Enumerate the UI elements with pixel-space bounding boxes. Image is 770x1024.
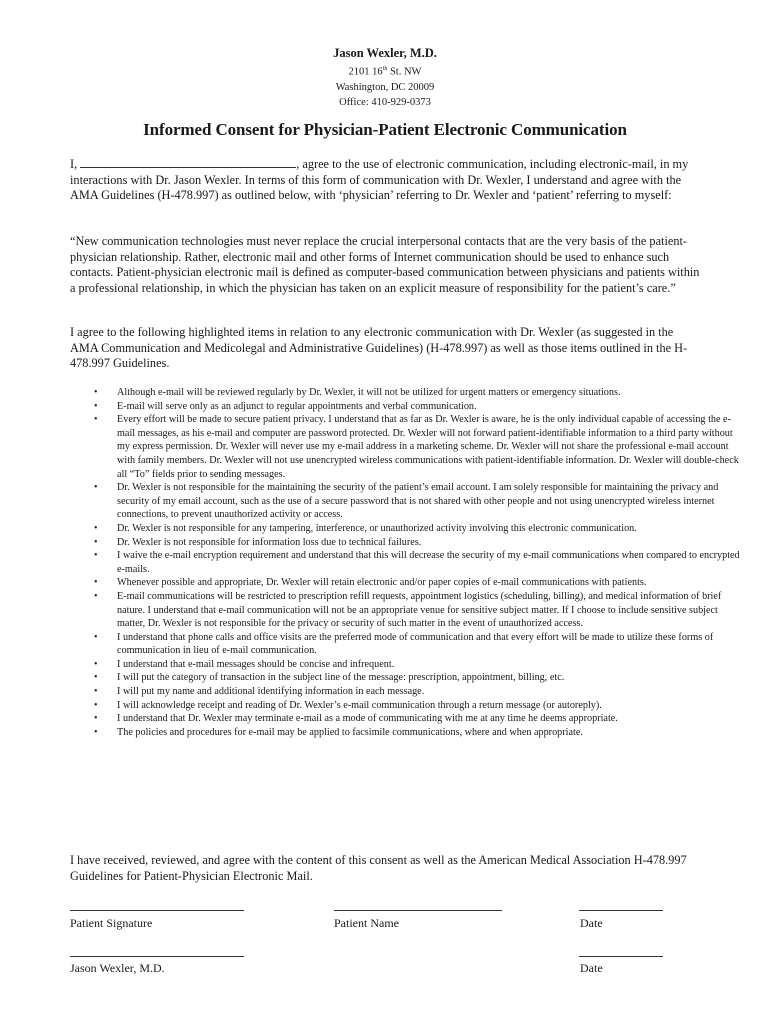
- list-item: • The policies and procedures for e-mail may be applied to facsimile communications, where and when appropriate.: [117, 726, 742, 740]
- patient-signature-label: Patient Signature: [70, 916, 153, 930]
- ama-quote: “New communication technologies must never replace the crucial interpersonal contacts that are the very basis of the patient-physician relationship. Rather, electronic mail and other forms of Internet communication should be used to enhance such contacts. Patient-physician electronic mail is defined as computer-based communication between physicians and patients within a professional relationship, in which the physician has taken on an explicit measure of responsibility for the patient’s care.”: [70, 234, 700, 295]
- date-label-patient: Date: [580, 916, 603, 930]
- intro-paragraph: I, , agree to the use of electronic communication, including electronic-mail, in my interactions with Dr. Jason Wexler. In terms of this form of communication with Dr. Wexler, I understand and agree with the AMA Guidelines (H-478.997) as outlined below, with ‘physician’ referring to Dr. Wexler and ‘patient’ referring to myself:: [70, 157, 689, 202]
- list-item: • I waive the e-mail encryption requirement and understand that this will decrease the security of my e-mail communications when compared to encrypted e-mails.: [117, 549, 742, 576]
- list-item: • E-mail will serve only as an adjunct to regular appointments and verbal communication.: [117, 400, 742, 414]
- street-address: 2101 16th St. NW: [348, 66, 422, 78]
- list-item: • Dr. Wexler is not responsible for information loss due to technical failures.: [117, 536, 742, 550]
- closing-statement: I have received, reviewed, and agree with the content of this consent as well as the American Medical Association H-478.997 Guidelines for Patient-Physician Electronic Mail.: [70, 853, 687, 883]
- list-item: • I will acknowledge receipt and reading of Dr. Wexler’s e-mail communication through a return message (or autoreply).: [117, 699, 742, 713]
- list-item: • Whenever possible and appropriate, Dr. Wexler will retain electronic and/or paper copies of e-mail communications with patients.: [117, 576, 742, 590]
- list-item: • Every effort will be made to secure patient privacy. I understand that as far as Dr. Wexler is aware, he is the only individual capable of accessing the e-mail messages, as his e-mail and computer are password protected. Dr. Wexler will not forward patient-identifiable information to a third party without my express permission. Dr. Wexler will never use my e-mail address in a marketing scheme. Dr. Wexler will not share the professional e-mail account with family members. Dr. Wexler will not use unencrypted wireless communications with patient-identifiable information. Dr. Wexler will double-check all “To” fields prior to sending messages.: [117, 413, 742, 481]
- city-line: Washington, DC 20009: [335, 81, 435, 93]
- patient-name-blank[interactable]: [80, 157, 296, 168]
- agreement-list: [70, 386, 742, 739]
- physician-name: Jason Wexler, M.D.: [333, 46, 437, 60]
- patient-name-label: Patient Name: [334, 916, 399, 930]
- patient-signature-line[interactable]: [70, 910, 244, 911]
- document-title: Informed Consent for Physician-Patient Electronic Communication: [143, 120, 627, 139]
- letterhead: [0, 45, 770, 110]
- office-phone: Office: 410-929-0373: [339, 96, 431, 108]
- list-item: • I will put the category of transaction in the subject line of the message: prescription, appointment, billing, etc.: [117, 671, 742, 685]
- list-item: • I understand that phone calls and office visits are the preferred mode of communication and that every effort will be made to utilize these forms of communication in lieu of e-mail communication.: [117, 631, 742, 658]
- physician-signature-label: Jason Wexler, M.D.: [70, 961, 165, 975]
- date-label-physician: Date: [580, 961, 603, 975]
- list-item: • I understand that Dr. Wexler may terminate e-mail as a mode of communicating with me at any time he deems appropriate.: [117, 712, 742, 726]
- list-item: • E-mail communications will be restricted to prescription refill requests, appointment logistics (scheduling, billing), and medical information of brief nature. I understand that e-mail communication will not be an appropriate venue for sensitive subject matter. If I choose to include sensitive subject matter, Dr. Wexler is not responsible for the privacy or security of such matter in the event of unauthorized access.: [117, 590, 742, 631]
- list-item: • Dr. Wexler is not responsible for the maintaining the security of the patient’s email account. I am solely responsible for maintaining the privacy and security of my email account, such as the use of a secure password that is not shared with other people and not using unencrypted wireless internet connections, to prevent unauthorized activity or access.: [117, 481, 742, 522]
- physician-signature-line[interactable]: [70, 956, 244, 957]
- date-line-physician[interactable]: [579, 956, 663, 957]
- list-item: • I will put my name and additional identifying information in each message.: [117, 685, 742, 699]
- list-item: • Dr. Wexler is not responsible for any tampering, interference, or unauthorized activity involving this electronic communication.: [117, 522, 742, 536]
- agreement-intro: I agree to the following highlighted items in relation to any electronic communication with Dr. Wexler (as suggested in the AMA Communication and Medicolegal and Administrative Guidelines) (H-478.997) as well as those items outlined in the H-478.997 Guidelines.: [70, 325, 688, 370]
- list-item: • I understand that e-mail messages should be concise and infrequent.: [117, 658, 742, 672]
- date-line-patient[interactable]: [579, 910, 663, 911]
- list-item: • Although e-mail will be reviewed regularly by Dr. Wexler, it will not be utilized for urgent matters or emergency situations.: [117, 386, 742, 400]
- patient-name-line[interactable]: [334, 910, 502, 911]
